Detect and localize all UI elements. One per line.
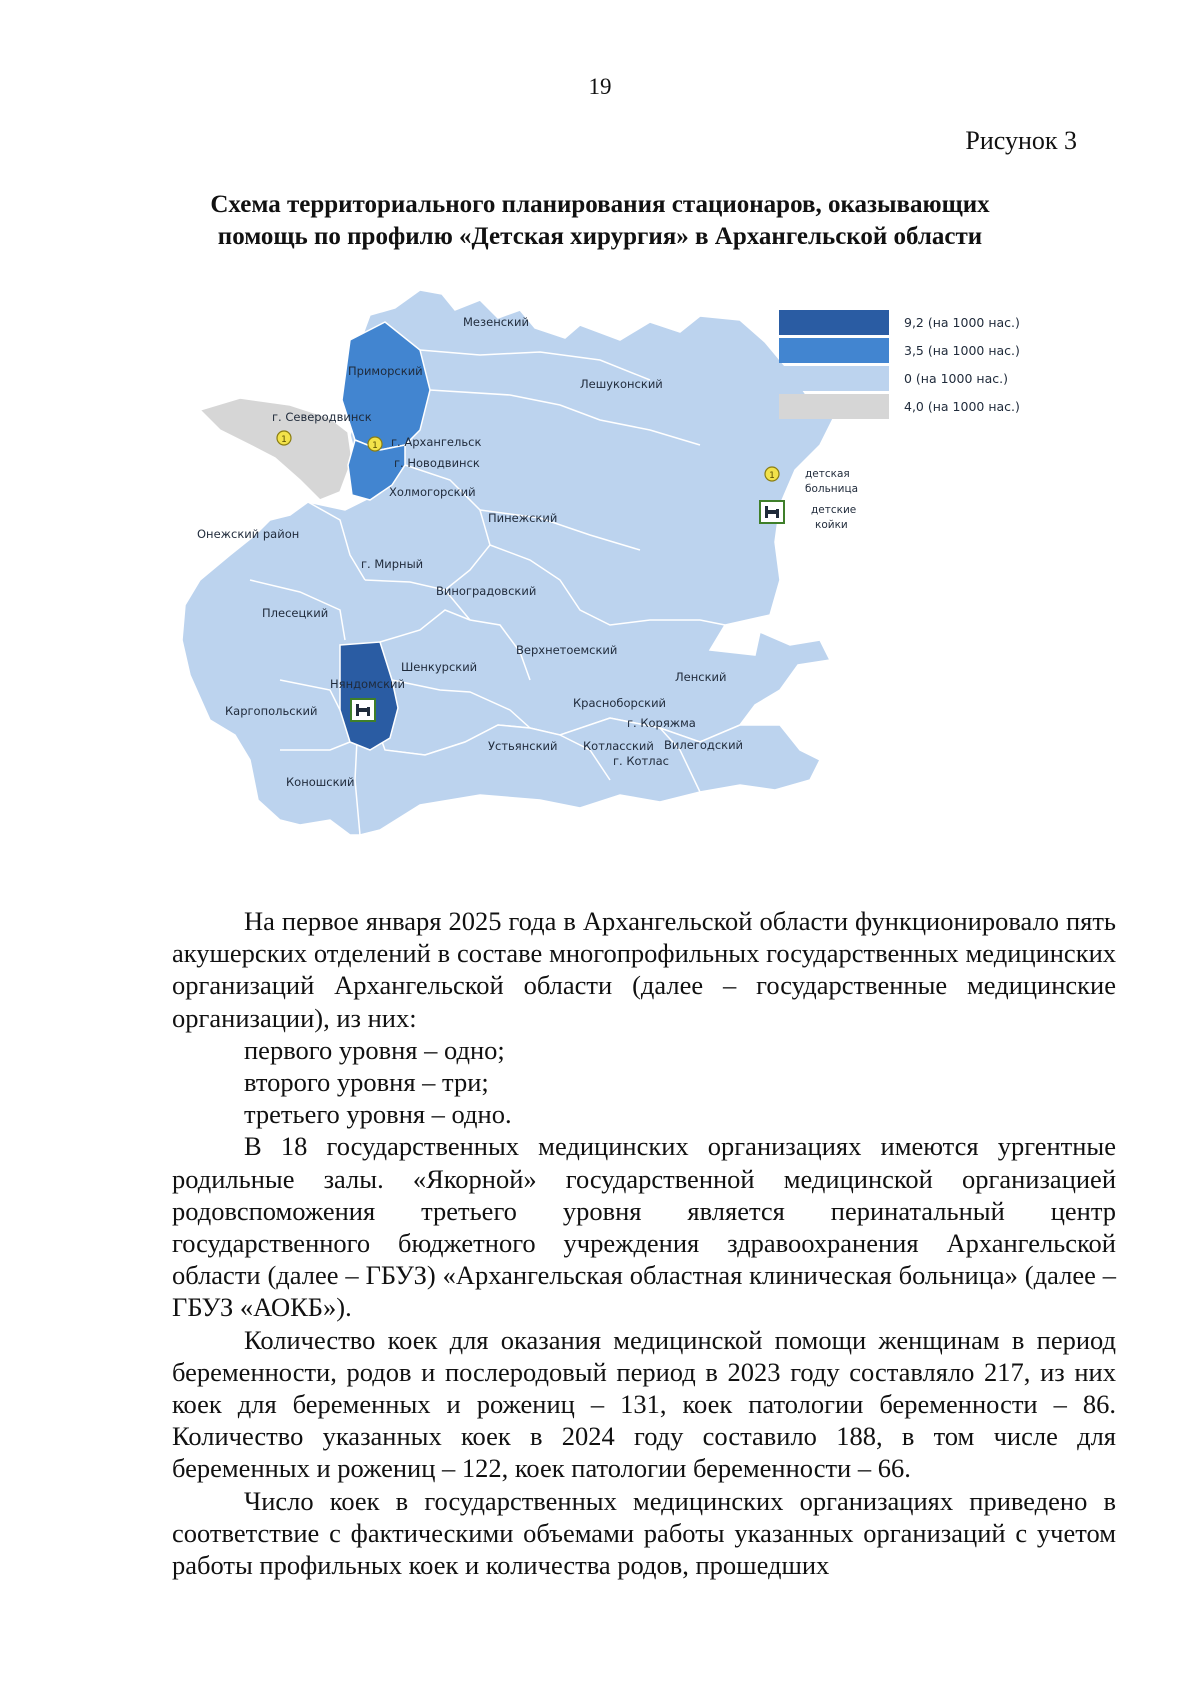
label-kotlas: г. Котлас — [613, 754, 669, 768]
paragraph-1: На первое января 2025 года в Архангельской области функционировало пять акушерских отделений в составе многопрофильных государственных медицинских организаций Архангельской области (далее – государственные медицинские организации), из них: — [172, 906, 1116, 1033]
children-hospital-icon — [277, 431, 291, 445]
label-leshukonsky: Лешуконский — [580, 377, 663, 391]
list-item-2: второго уровня – три; — [244, 1067, 489, 1098]
legend-swatch-0 — [779, 366, 889, 391]
legend-swatch-4-0 — [779, 394, 889, 419]
label-ustyansky: Устьянский — [488, 739, 558, 753]
legend-label-3-5: 3,5 (на 1000 нас.) — [904, 343, 1020, 358]
body-text — [172, 905, 1116, 1581]
label-verkhnetoemsky: Верхнетоемский — [516, 643, 618, 657]
label-krasnoborsky: Красноборский — [573, 696, 667, 710]
label-mirny: г. Мирный — [361, 557, 424, 571]
list-item-3: третьего уровня – одно. — [244, 1099, 512, 1130]
label-pinezhsky: Пинежский — [488, 511, 558, 525]
legend-beds-line-1: детские — [811, 504, 857, 516]
legend-beds-line-2: койки — [815, 519, 848, 531]
region-map — [180, 280, 1120, 880]
label-lensky: Ленский — [675, 670, 727, 684]
label-plesetsky: Плесецкий — [262, 606, 329, 620]
label-shenkursky: Шенкурский — [401, 660, 478, 674]
figure-title-line-1: Схема территориального планирования стационаров, оказывающих — [210, 191, 990, 218]
figure-label: Рисунок 3 — [965, 126, 1077, 155]
children-hospital-icon — [368, 437, 382, 451]
paragraph-3: Количество коек для оказания медицинской помощи женщинам в период беременности, родов и послеродовый период в 2023 году составляло 217, из них коек для беременных и рожениц – 131, коек патологии беременности – 86. Количество указанных коек в 2024 году составило 188, в том числе для беременных и рожениц – 122, коек патологии беременности – 66. — [172, 1324, 1116, 1484]
legend-children-hospital-icon — [765, 467, 779, 481]
legend-hospital-line-1: детская — [805, 468, 850, 480]
children-beds-icon — [351, 699, 375, 721]
list-item-1: первого уровня – одно; — [244, 1034, 505, 1065]
legend-label-0: 0 (на 1000 нас.) — [904, 371, 1008, 386]
figure-title — [150, 189, 1050, 253]
label-kotlassky: Котласский — [583, 739, 654, 753]
page-number: 19 — [588, 74, 612, 99]
label-koryazhma: г. Коряжма — [627, 716, 696, 730]
legend-swatch-9-2 — [779, 310, 889, 335]
label-mezensky: Мезенский — [463, 315, 529, 329]
label-vilegodsky: Вилегодский — [664, 738, 744, 752]
paragraph-4: Число коек в государственных медицинских организациях приведено в соответствие с фактическими объемами работы указанных организаций с учетом работы профильных коек и количества родов, прошедших — [172, 1485, 1116, 1581]
figure-title-line-2: помощь по профилю «Детская хирургия» в Архангельской области — [217, 223, 983, 250]
svg-text:1: 1 — [769, 471, 775, 481]
label-konoshsky: Коношский — [286, 775, 355, 789]
legend-children-beds-icon — [760, 501, 784, 523]
label-kholmogorsky: Холмогорский — [389, 485, 476, 499]
label-vinogradovsky: Виноградовский — [436, 584, 537, 598]
label-nyandomsky: Няндомский — [330, 677, 405, 691]
label-severodvinsk: г. Северодвинск — [272, 410, 372, 424]
label-primorsky: Приморский — [348, 364, 423, 378]
legend-label-9-2: 9,2 (на 1000 нас.) — [904, 315, 1020, 330]
svg-text:1: 1 — [281, 435, 287, 445]
legend-hospital-line-2: больница — [805, 483, 859, 495]
label-arkhangelsk: г. Архангельск — [391, 435, 482, 449]
label-onezhsky: Онежский район — [197, 527, 300, 541]
svg-text:1: 1 — [372, 441, 378, 451]
region-map-svg — [180, 280, 1120, 880]
legend-swatch-3-5 — [779, 338, 889, 363]
label-novodvinsk: г. Новодвинск — [394, 456, 480, 470]
label-kargopolsky: Каргопольский — [225, 704, 318, 718]
legend-label-4-0: 4,0 (на 1000 нас.) — [904, 399, 1020, 414]
paragraph-2: В 18 государственных медицинских организациях имеются ургентные родильные залы. «Якорной» государственной медицинской организацией родовспоможения третьего уровня является перинатальный центр государственного бюджетного учреждения здравоохранения Архангельской области (далее – ГБУЗ) «Архангельская областная клиническая больница» (далее – ГБУЗ «АОКБ»). — [172, 1131, 1116, 1323]
